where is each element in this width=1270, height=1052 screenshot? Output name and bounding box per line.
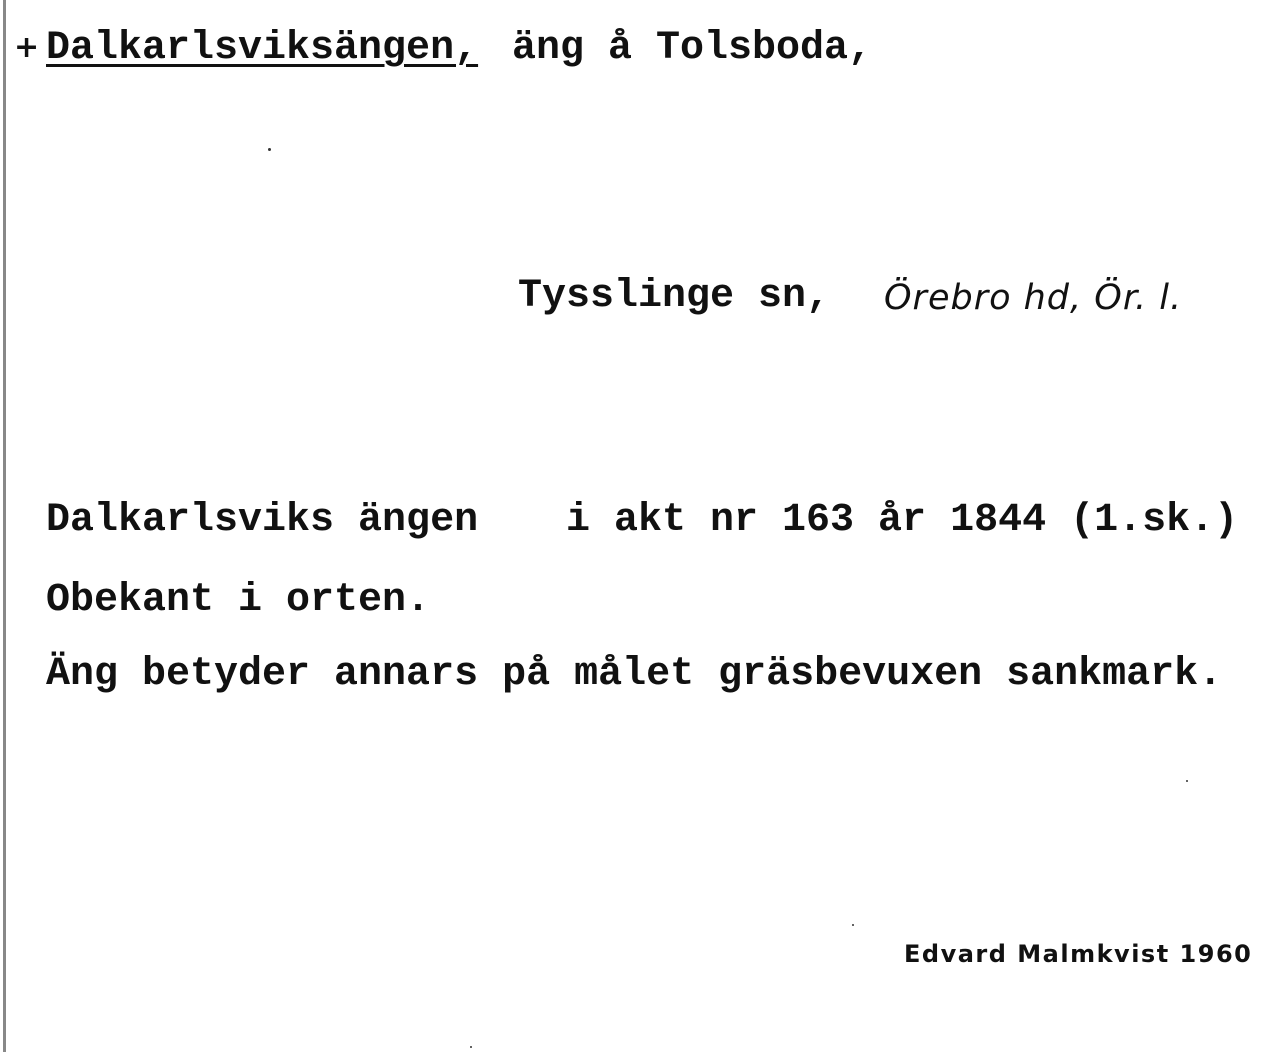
paper-speck [470,1046,472,1048]
parish: Tysslinge sn, [518,274,831,319]
paper-speck [1186,780,1188,782]
paper-speck [268,148,271,151]
cross-mark: + [14,30,40,65]
paper-speck [852,924,854,926]
source-form: Dalkarlsviks ängen [46,498,479,543]
headword: Dalkarlsviksängen, [46,26,479,71]
signature: Edvard Malmkvist 1960 [904,940,1253,968]
explanation-line: Äng betyder annars på målet gräsbevuxen sankmark. [46,652,1223,697]
card-left-edge [3,0,6,1052]
note-line: Obekant i orten. [46,578,431,623]
source-reference: i akt nr 163 år 1844 (1.sk.) [566,498,1239,543]
headword-description: äng å Tolsboda, [512,26,873,71]
district: Örebro hd, Ör. l. [884,278,1183,318]
